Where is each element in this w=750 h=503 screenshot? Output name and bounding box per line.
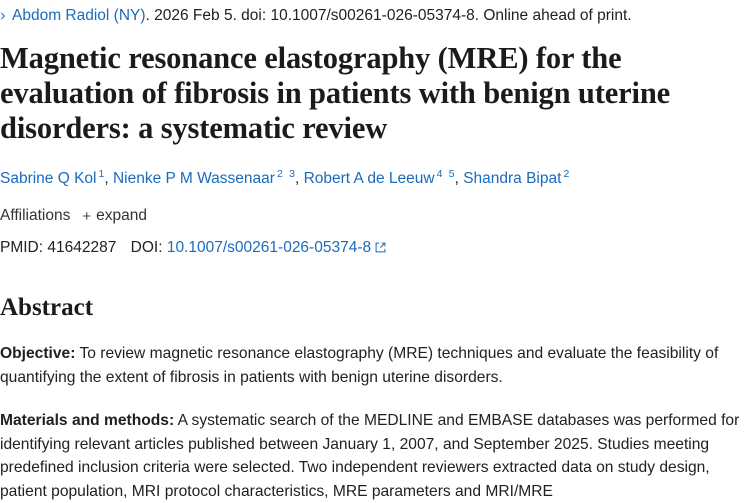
- page-title: Magnetic resonance elastography (MRE) for the evaluation of fibrosis in patients with benign uterine disorders: a systematic review: [0, 41, 671, 145]
- abstract-section-text: A systematic search of the MEDLINE and EMBASE databases was performed for identifying relevant articles published between January 1, 2007, and September 2025. Studies meeting predefined inclusion criteria were selected. Two independent reviewers extracted data on study design, patient population, MRI protocol characteristics, MRE parameters and MRI/MRE: [0, 412, 740, 500]
- external-link-icon[interactable]: [375, 242, 386, 253]
- abstract-section-objective: [0, 342, 742, 389]
- author-affiliation-marker[interactable]: 2: [563, 168, 570, 180]
- doi-label: DOI:: [130, 239, 163, 257]
- author-entry: Sabrine Q Kol $^1$,: [0, 168, 109, 188]
- citation-details: . 2026 Feb 5. doi: 10.1007/s00261-026-05374-8. Online ahead of print.: [145, 7, 632, 24]
- plus-icon: +: [82, 207, 92, 225]
- identifiers-row: [0, 238, 742, 258]
- affiliations-label: Affiliations: [0, 207, 71, 225]
- author-link[interactable]: Robert A de Leeuw: [303, 170, 435, 188]
- author-entry: Robert A de Leeuw $^4$ $^5$,: [303, 168, 459, 188]
- citation-line: [0, 0, 742, 27]
- author-entry: Nienke P M Wassenaar $^2$ $^3$,: [112, 168, 300, 188]
- author-link[interactable]: Nienke P M Wassenaar: [112, 170, 275, 188]
- author-affiliation-marker[interactable]: 3: [289, 168, 295, 180]
- abstract-heading: Abstract: [0, 294, 94, 322]
- author-affiliation-marker[interactable]: 4: [436, 168, 443, 180]
- abstract-section-label: Materials and methods:: [0, 412, 175, 430]
- author-link[interactable]: Shandra Bipat: [463, 170, 562, 188]
- pmid-value: 41642287: [47, 239, 117, 257]
- journal-link[interactable]: Abdom Radiol (NY): [12, 7, 146, 24]
- author-list: [0, 163, 742, 190]
- doi-link[interactable]: 10.1007/s00261-026-05374-8: [166, 239, 372, 257]
- expand-affiliations-button[interactable]: [82, 207, 147, 225]
- author-affiliation-marker[interactable]: 1: [98, 168, 105, 180]
- pmid-label: PMID:: [0, 239, 44, 257]
- author-affiliation-marker[interactable]: 5: [448, 168, 455, 180]
- abstract-section-text: To review magnetic resonance elastography (MRE) techniques and evaluate the feasibility of quantifying the extent of fibrosis in patients with benign uterine disorders.: [0, 345, 719, 386]
- chevron-right-icon[interactable]: ›: [0, 4, 6, 26]
- author-affiliation-marker[interactable]: 2: [276, 168, 283, 180]
- affiliations-row: [0, 206, 742, 226]
- abstract-section-materials-and-methods: [0, 409, 742, 503]
- expand-label: expand: [96, 207, 147, 225]
- abstract-section-label: Objective:: [0, 345, 76, 363]
- author-link[interactable]: Sabrine Q Kol: [0, 170, 97, 188]
- author-entry: [463, 170, 569, 187]
